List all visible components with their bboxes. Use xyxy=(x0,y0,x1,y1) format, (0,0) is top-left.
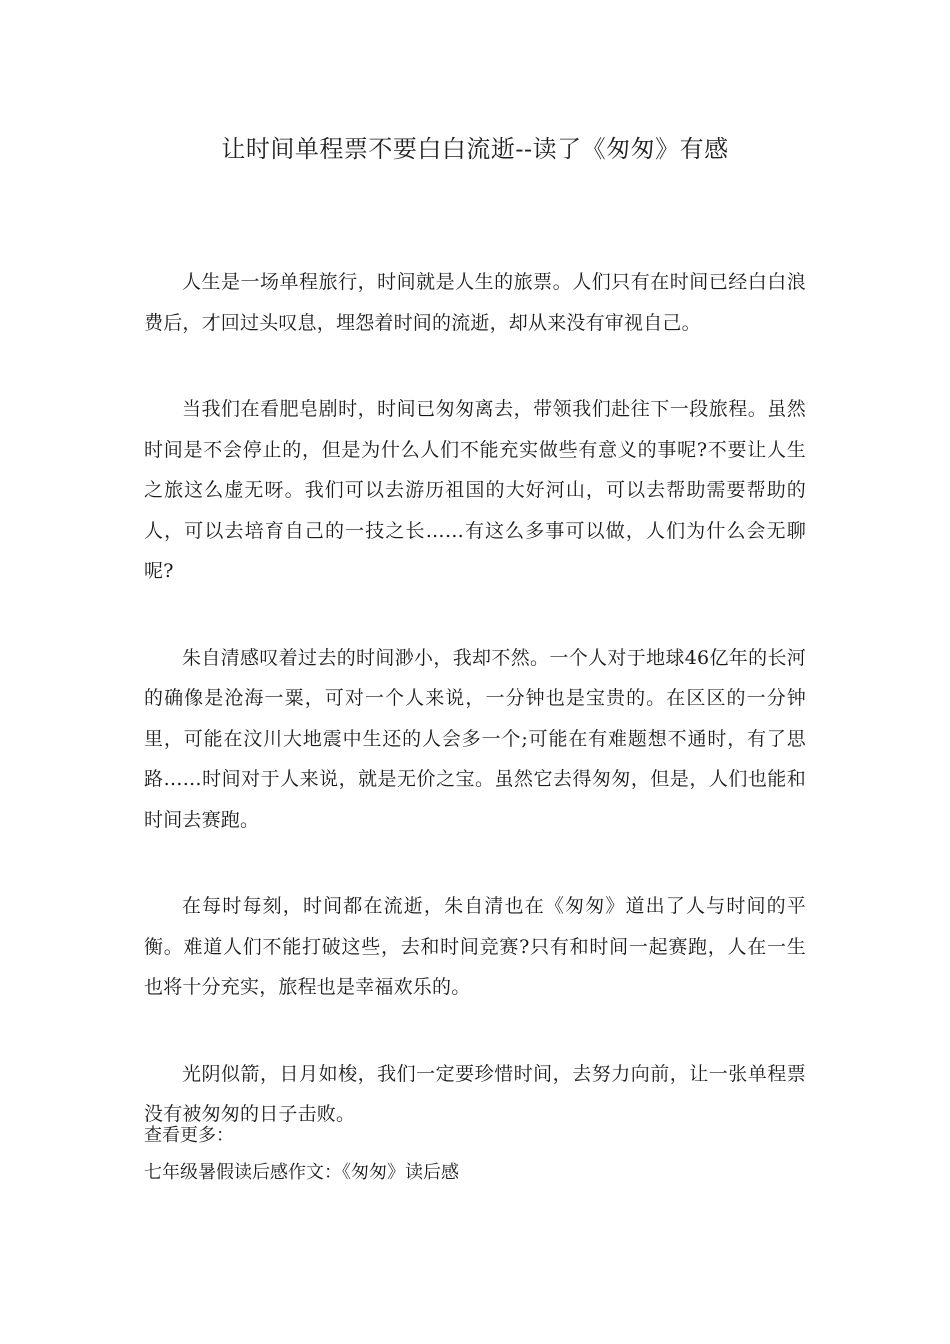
paragraph-1: 人生是一场单程旅行，时间就是人生的旅票。人们只有在时间已经白白浪费后，才回过头叹息，埋怨着时间的流逝，却从来没有审视自己。 xyxy=(144,271,806,334)
paragraph-2: 当我们在看肥皂剧时，时间已匆匆离去，带领我们赴往下一段旅程。虽然时间是不会停止的，但是为什么人们不能充实做些有意义的事呢?不要让人生之旅这么虚无呀。我们可以去游历祖国的大好河山，可以去帮助需要帮助的人，可以去培育自己的一技之长……有这么多事可以做，人们为什么会无聊呢? xyxy=(144,398,806,582)
paragraph-4: 在每时每刻，时间都在流逝，朱自清也在《匆匆》道出了人与时间的平衡。难道人们不能打破这些，去和时间竞赛?只有和时间一起赛跑，人在一生也将十分充实，旅程也是幸福欢乐的。 xyxy=(144,895,806,998)
paragraph-3: 朱自清感叹着过去的时间渺小，我却不然。一个人对于地球46亿年的长河的确像是沧海一粟，可对一个人来说，一分钟也是宝贵的。在区区的一分钟里，可能在汶川大地震中生还的人会多一个;可能在有难题想不通时，有了思路……时间对于人来说，就是无价之宝。虽然它去得匆匆，但是，人们也能和时间去赛跑。 xyxy=(144,646,806,831)
see-more-label: 查看更多： xyxy=(144,1125,234,1146)
related-article-link[interactable]: 七年级暑假读后感作文：《匆匆》读后感 xyxy=(144,1162,459,1183)
document-title: 让时间单程票不要白白流逝--读了《匆匆》有感 xyxy=(221,135,729,163)
see-more-section xyxy=(144,1117,806,1191)
paragraph-5: 光阴似箭，日月如梭，我们一定要珍惜时间，去努力向前，让一张单程票没有被匆匆的日子击败。 xyxy=(144,1062,806,1125)
document-body xyxy=(144,262,806,1181)
